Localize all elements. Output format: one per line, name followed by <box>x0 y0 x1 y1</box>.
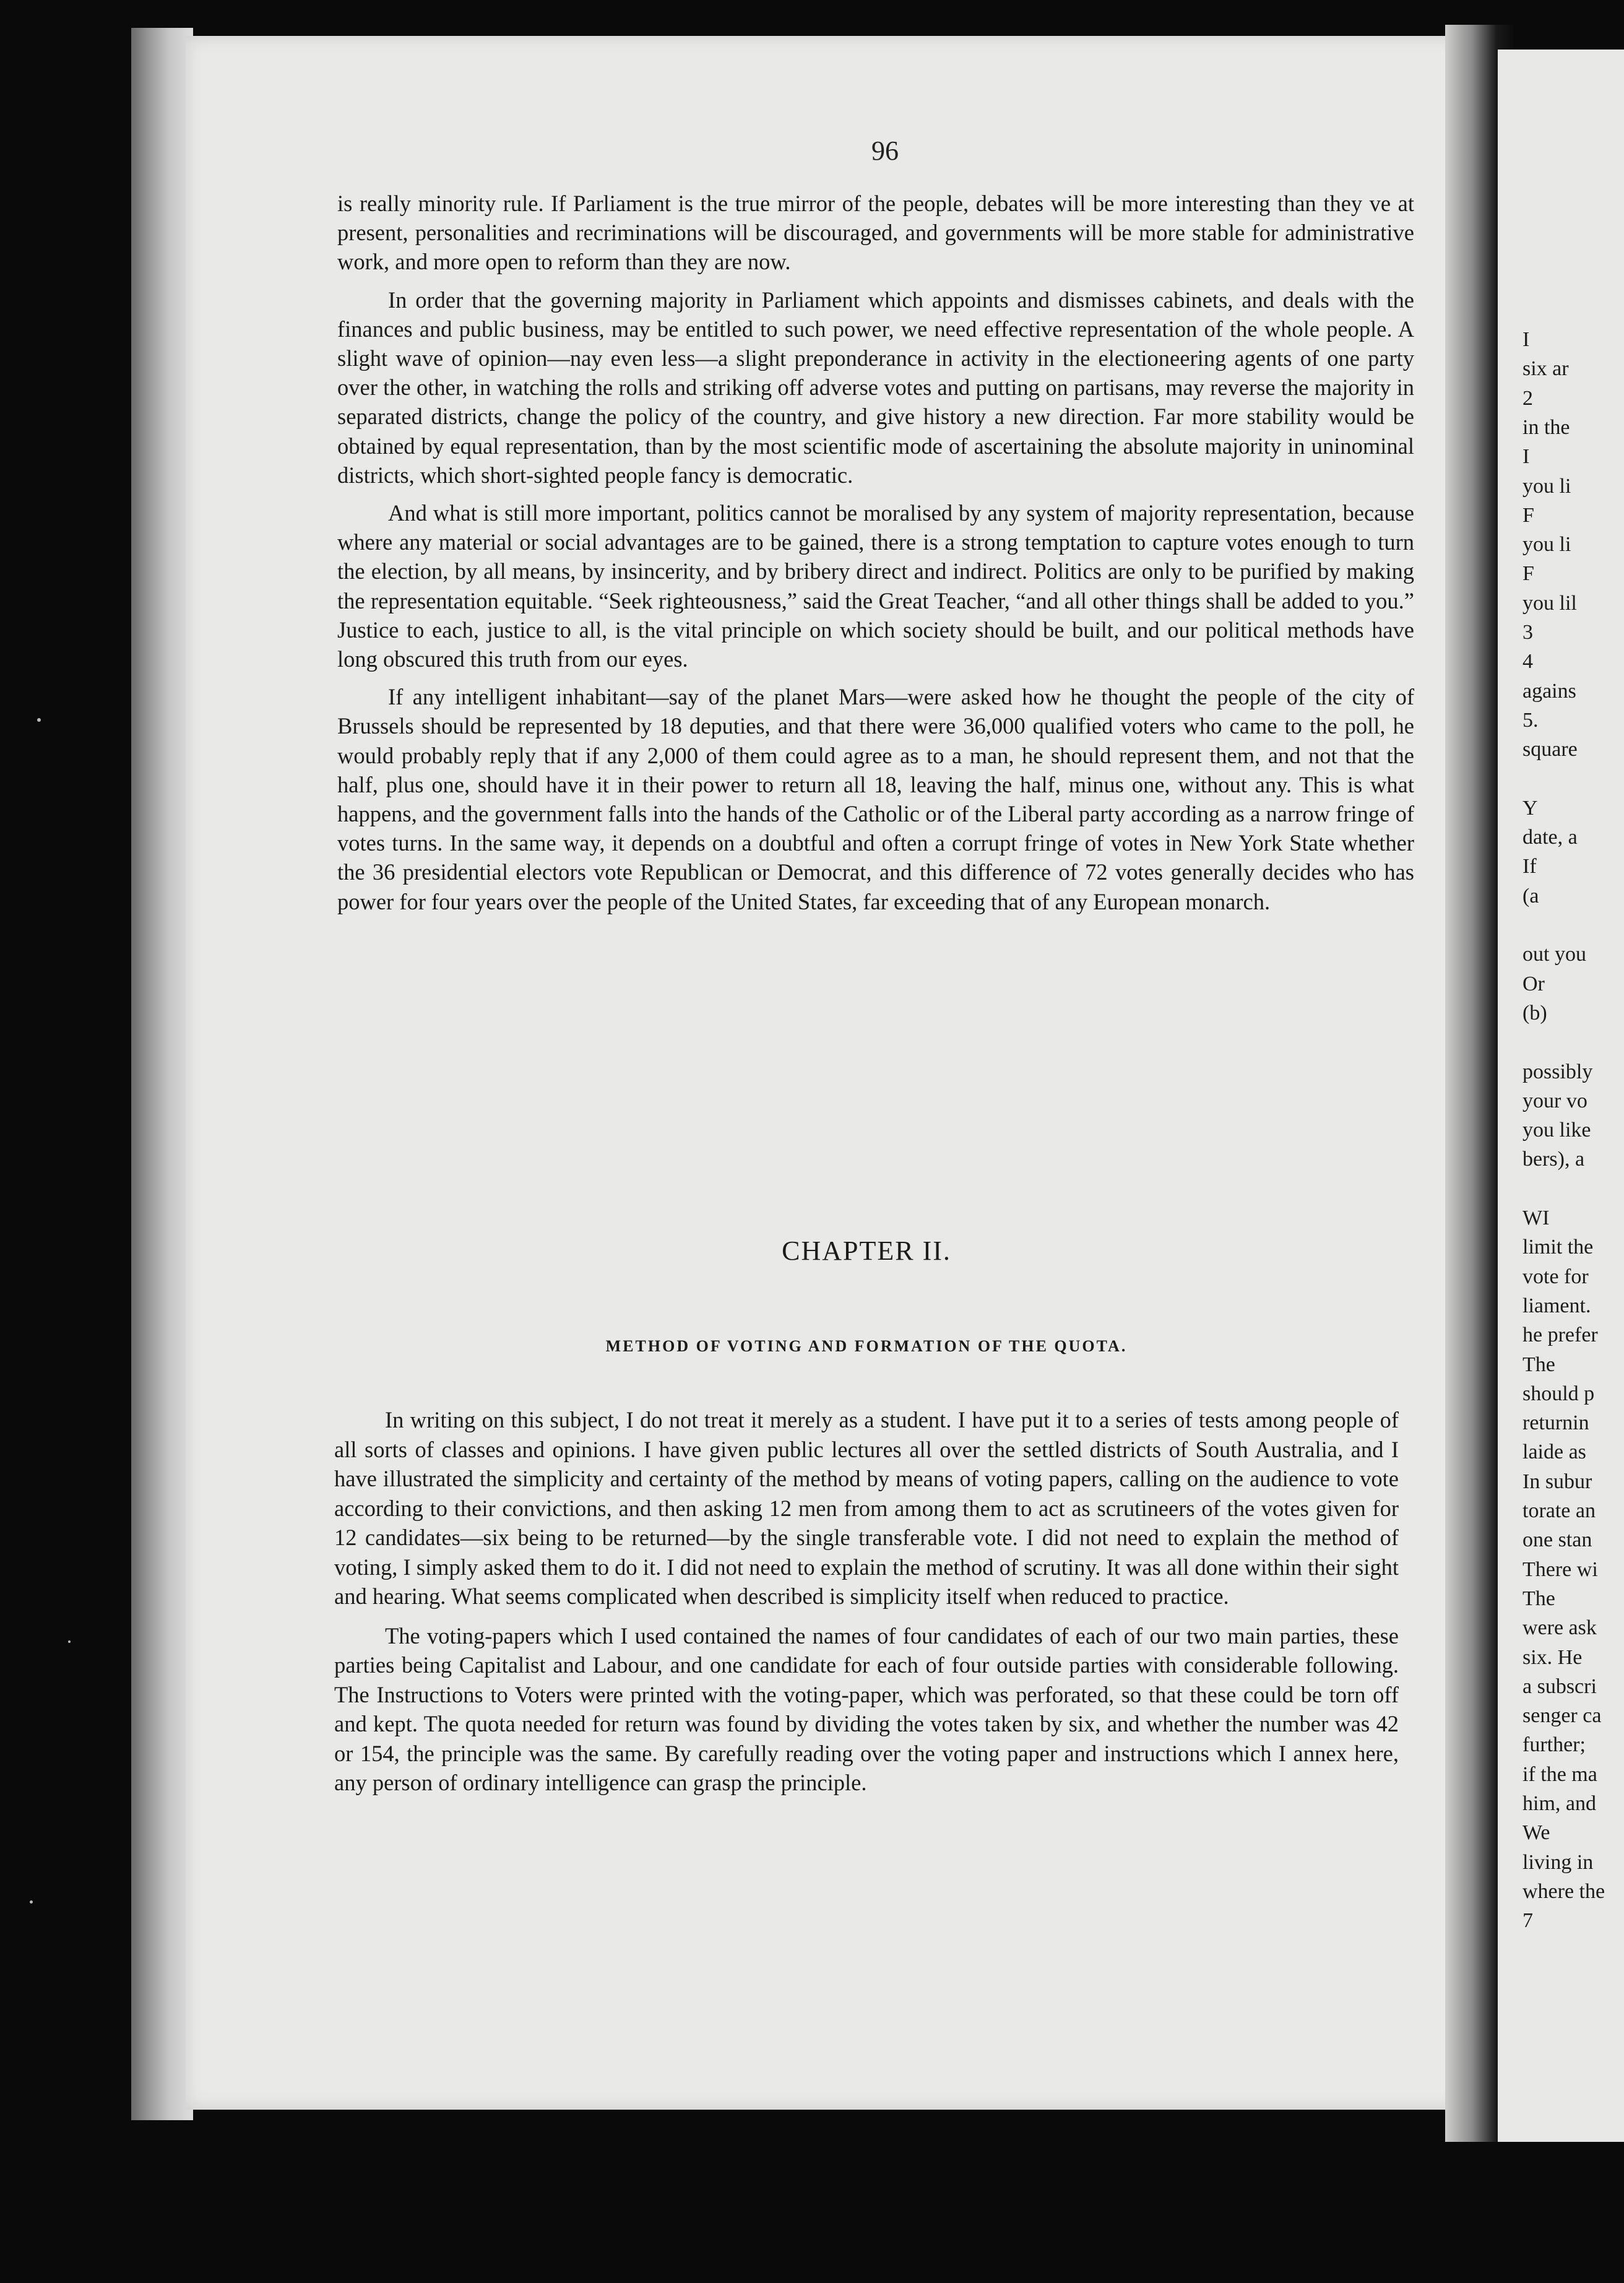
facing-page-fragment: one stan <box>1522 1528 1592 1552</box>
facing-page-fragment: (a <box>1522 884 1539 908</box>
facing-page-fragment: possibly <box>1522 1060 1593 1083</box>
facing-page-fragment: vote for <box>1522 1265 1589 1288</box>
body-text-bottom <box>334 1405 1399 1808</box>
facing-page-fragment: should p <box>1522 1382 1595 1405</box>
facing-page-fragment: he prefer <box>1522 1323 1598 1347</box>
facing-page-fragment: him, and <box>1522 1792 1596 1815</box>
facing-page-fragment: out you <box>1522 943 1586 966</box>
facing-page-fragment: liament. <box>1522 1294 1591 1317</box>
facing-page-fragment: The <box>1522 1353 1555 1376</box>
facing-page-fragment: If <box>1522 855 1537 878</box>
facing-page-fragment: 2 <box>1522 386 1533 410</box>
paragraph-3: And what is still more important, politics cannot be moralised by any system of majority representation, because where any material or social advantages are to be gained, there is a strong temptation to capture votes enough to turn the election, by all means, by insincerity, and by bribery direct and indirect. Politics are only to be purified by making the representation equitable. “Seek righteousness,” said the Great Teacher, “and all other things shall be added to you.” Justice to each, justice to all, is the vital principle on which society should be built, and our political methods have long obscured this truth from our eyes. <box>337 500 1414 672</box>
facing-page-fragment: The <box>1522 1587 1555 1610</box>
facing-page-fragment: We <box>1522 1821 1550 1845</box>
facing-page-fragment: 5. <box>1522 708 1539 732</box>
facing-page-fragment: There wi <box>1522 1557 1598 1581</box>
facing-page-fragment: you li <box>1522 533 1571 557</box>
facing-page-fragment: a subscri <box>1522 1674 1597 1698</box>
facing-page-fragment: limit the <box>1522 1236 1594 1259</box>
facing-page-fragment: I <box>1522 328 1530 351</box>
dust-speck <box>30 1900 33 1904</box>
facing-page-fragment: WI <box>1522 1206 1550 1229</box>
facing-page-fragment: 7 <box>1522 1909 1533 1933</box>
facing-page-fragment: further; <box>1522 1733 1586 1757</box>
facing-page-fragment: you li <box>1522 474 1571 498</box>
facing-page-fragment: six ar <box>1522 357 1569 381</box>
facing-page-fragment: were ask <box>1522 1616 1597 1640</box>
facing-page-fragment: date, a <box>1522 826 1578 849</box>
facing-page-fragment: living in <box>1522 1850 1594 1874</box>
paragraph-1: is really minority rule. If Parliament is the true mirror of the people, debates will be more interesting than they ve at present, personalities and recriminations will be discouraged, and governments will be more stable for administrative work, and more open to reform than they are now. <box>337 191 1414 275</box>
facing-page-fragment: Or <box>1522 972 1545 995</box>
facing-page-fragment: senger ca <box>1522 1704 1602 1728</box>
body-text-top <box>337 189 1414 925</box>
facing-page-fragment: In subur <box>1522 1470 1592 1493</box>
facing-page-fragment: F <box>1522 562 1534 586</box>
dust-speck <box>37 718 41 722</box>
paragraph-4: If any intelligent inhabitant—say of the planet Mars—were asked how he thought the people of the city of Brussels should be represented by 18 deputies, and that there were 36,000 qualified voters who came to the poll, he would probably reply that if any 2,000 of them could agree as to a man, he should represent them, and not that the half, plus one, should have it in their power to return all 18, leaving the half, minus one, without any. This is what happens, and the government falls into the hands of the Catholic or of the Liberal party according as a narrow fringe of votes turns. In the same way, it depends on a doubtful and often a corrupt fringe of votes in New York State whether the 36 presidential electors vote Republican or Democrat, and this difference of 72 votes generally decides who has power for four years over the people of the United States, far exceeding that of any European monarch. <box>337 684 1414 914</box>
facing-page-fragment: torate an <box>1522 1499 1596 1522</box>
facing-page-fragment: you lil <box>1522 591 1577 615</box>
book-spine-shadow <box>131 28 193 2120</box>
facing-page-fragment: bers), a <box>1522 1148 1585 1171</box>
facing-page-fragment: 3 <box>1522 621 1533 644</box>
paragraph-6: The voting-papers which I used contained the names of four candidates of each of our two main parties, these parties being Capitalist and Labour, and one candidate for each of four outside parties with considerable following. The Instructions to Voters were printed with the voting-paper, which was perforated, so that these could be torn off and kept. The quota needed for return was found by dividing the votes taken by six, and whether the number was 42 or 154, the principle was the same. By carefully reading over the voting paper and instructions which I annex here, any person of ordinary intelligence can grasp the principle. <box>334 1622 1399 1795</box>
facing-page-fragment: I <box>1522 445 1530 469</box>
facing-page-fragment: returnin <box>1522 1411 1589 1435</box>
facing-page-fragment: 4 <box>1522 650 1533 674</box>
page-number: 96 <box>871 136 899 166</box>
facing-page-fragment: where the <box>1522 1879 1605 1903</box>
facing-page-fragment: square <box>1522 738 1578 761</box>
chapter-subtitle: METHOD OF VOTING AND FORMATION OF THE QUOTA. <box>605 1337 1128 1355</box>
paragraph-5: In writing on this subject, I do not treat it merely as a student. I have put it to a series of tests among people of all sorts of classes and opinions. I have given public lectures all over the settled districts of South Australia, and I have illustrated the simplicity and certainty of the method by means of voting papers, calling on the audience to vote according to their convictions, and then asking 12 men from among them to act as scrutineers of the votes given for 12 candidates—six being to be returned—by the single transferable vote. I did not need to explain the method of voting, I simply asked them to do it. I did not need to explain the method of scrutiny. It was all done within their sight and hearing. What seems complicated when described is simplicity itself when reduced to practice. <box>334 1407 1399 1609</box>
facing-page-text <box>1522 0 1624 2283</box>
chapter-title: CHAPTER II. <box>782 1236 951 1266</box>
facing-page-fragment: agains <box>1522 679 1576 703</box>
facing-page-fragment: F <box>1522 503 1534 527</box>
facing-page-fragment: Y <box>1522 796 1538 820</box>
facing-page-fragment: laide as <box>1522 1440 1586 1464</box>
facing-page-fragment: (b) <box>1522 1001 1547 1025</box>
facing-page-fragment: your vo <box>1522 1089 1587 1112</box>
dust-speck <box>68 1640 71 1643</box>
facing-page-fragment: six. He <box>1522 1645 1583 1669</box>
facing-page-fragment: in the <box>1522 415 1570 439</box>
facing-page-fragment: you like <box>1522 1119 1591 1142</box>
facing-page-fragment: if the ma <box>1522 1762 1597 1786</box>
paragraph-2: In order that the governing majority in Parliament which appoints and dismisses cabinets, and deals with the finances and public business, may be entitled to such power, we need effective representation of the whole people. A slight wave of opinion—nay even less—a slight preponderance in activity in the electioneering agents of one party over the other, in watching the rolls and striking off adverse votes and putting on partisans, may reverse the majority in separated districts, change the policy of the country, and give history a new direction. Far more stability would be obtained by equal representation, than by the most scientific mode of ascertaining the absolute majority in uninominal districts, which short-sighted people fancy is democratic. <box>337 287 1414 488</box>
